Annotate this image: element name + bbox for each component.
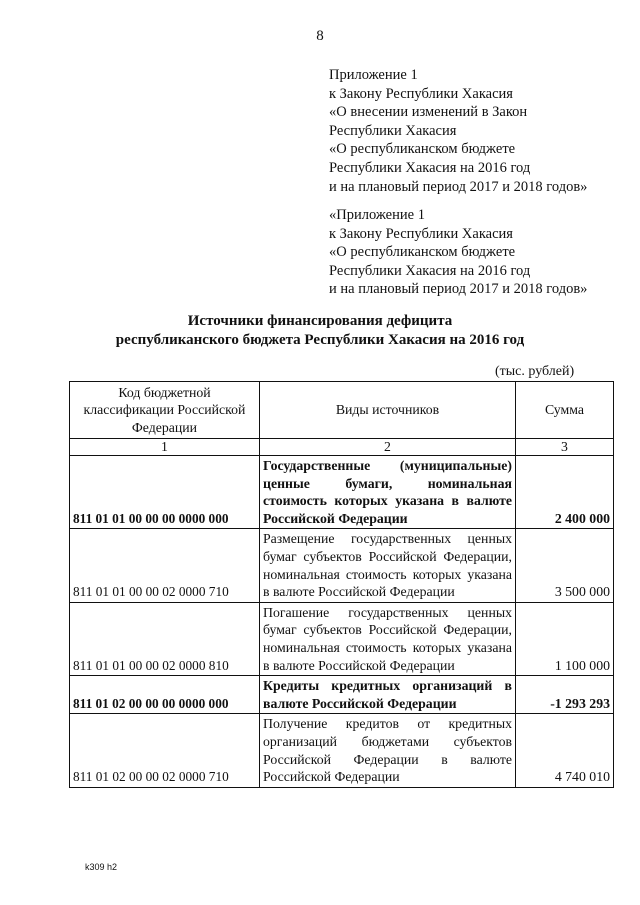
- header-code: Код бюджетной классификации Российской Федерации: [70, 382, 260, 439]
- appendix-quote-line: к Закону Республики Хакасия: [329, 225, 513, 242]
- title-line: республиканского бюджета Республики Хакасия на 2016 год: [115, 332, 525, 348]
- row-code: 811 01 02 00 00 02 0000 710: [70, 714, 260, 787]
- row-description: Погашение государственных ценных бумаг субъектов Российской Федерации, номинальная стоимость которых указана в валюте Российской Федерации: [260, 602, 516, 675]
- row-description: Кредиты кредитных организаций в валюте Российской Федерации: [260, 676, 516, 714]
- appendix-header-line: «О внесении изменений в Закон: [329, 104, 528, 121]
- appendix-quote-line: и на плановый период 2017 и 2018 годов»: [329, 281, 588, 298]
- column-number: 1: [70, 439, 260, 456]
- appendix-quote-line: «О республиканском бюджете: [329, 244, 516, 261]
- row-code: 811 01 01 00 00 02 0000 710: [70, 529, 260, 602]
- table-row: [70, 456, 614, 529]
- page-number: 8: [316, 28, 324, 44]
- row-description: Получение кредитов от кредитных организаций бюджетами субъектов Российской Федерации в валюте Российской Федерации: [260, 714, 516, 787]
- appendix-quote-line: «Приложение 1: [329, 207, 425, 223]
- document-title: [0, 312, 640, 350]
- row-amount: -1 293 293: [516, 676, 614, 714]
- column-number: 2: [260, 439, 516, 456]
- row-code: 811 01 02 00 00 00 0000 000: [70, 676, 260, 714]
- table-row: [70, 529, 614, 602]
- row-amount: 4 740 010: [516, 714, 614, 787]
- financing-sources-table: [69, 381, 614, 788]
- row-code: 811 01 01 00 00 02 0000 810: [70, 602, 260, 675]
- column-number-row: [70, 439, 614, 456]
- appendix-header: [329, 66, 587, 196]
- appendix-quote-line: Республики Хакасия на 2016 год: [329, 262, 531, 279]
- units-label: (тыс. рублей): [495, 364, 575, 379]
- header-amount: Сумма: [516, 382, 614, 439]
- appendix-header-line: «О республиканском бюджете: [329, 141, 516, 158]
- row-description: Размещение государственных ценных бумаг субъектов Российской Федерации, номинальная стоимость которых указана в валюте Российской Федерации: [260, 529, 516, 602]
- table-row: [70, 602, 614, 675]
- appendix-quote: [329, 206, 587, 299]
- row-amount: 3 500 000: [516, 529, 614, 602]
- appendix-header-line: Республики Хакасия на 2016 год: [329, 159, 531, 176]
- appendix-header-line: к Закону Республики Хакасия: [329, 85, 513, 102]
- appendix-header-line: и на плановый период 2017 и 2018 годов»: [329, 178, 588, 195]
- appendix-header-line: Республики Хакасия: [329, 122, 457, 139]
- table-row: [70, 676, 614, 714]
- table-row: [70, 714, 614, 787]
- row-description: Государственные (муниципальные) ценные бумаги, номинальная стоимость которых указана в валюте Российской Федерации: [260, 456, 516, 529]
- title-line: Источники финансирования дефицита: [187, 313, 453, 329]
- appendix-header-line: Приложение 1: [329, 67, 418, 83]
- row-code: 811 01 01 00 00 00 0000 000: [70, 456, 260, 529]
- row-amount: 1 100 000: [516, 602, 614, 675]
- table-header-row: [70, 382, 614, 439]
- column-number: 3: [516, 439, 614, 456]
- row-amount: 2 400 000: [516, 456, 614, 529]
- footer-code: k309 h2: [85, 862, 118, 872]
- header-sources: Виды источников: [260, 382, 516, 439]
